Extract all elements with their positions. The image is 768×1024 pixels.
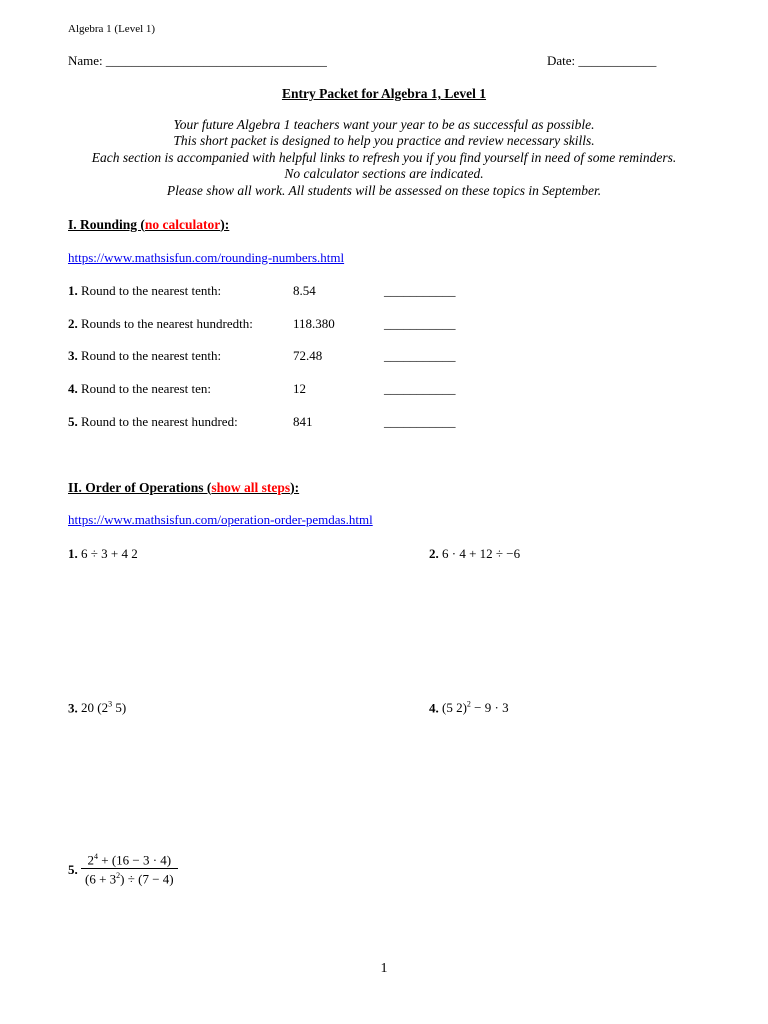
question-text: Round to the nearest hundred: <box>81 414 238 429</box>
intro-line: Please show all work. All students will be assessed on these topics in September. <box>166 182 602 198</box>
question-text: Round to the nearest ten: <box>81 381 211 396</box>
question-text: Round to the nearest tenth: <box>81 283 222 298</box>
exponent: 2 <box>466 700 471 709</box>
problem-5 <box>68 852 178 888</box>
show-steps-note: show all steps <box>211 480 291 495</box>
problem-1 <box>68 546 138 562</box>
rounding-question-3 <box>68 348 221 364</box>
name-label: Name: <box>68 53 103 68</box>
problem-2 <box>429 546 520 562</box>
exponent: 2 <box>116 871 121 881</box>
rounding-value-5: 841 <box>293 414 313 429</box>
problem-expression: 6 · 4 + 12 ÷ −6 <box>442 546 521 561</box>
section-heading-close: ): <box>220 217 230 232</box>
section-rounding-heading <box>68 217 229 233</box>
intro-line: Your future Algebra 1 teachers want your year to be as successful as possible. <box>173 117 595 132</box>
exponent: 4 <box>93 852 98 861</box>
rounding-value-1: 8.54 <box>293 283 316 298</box>
section-heading-text: I. Rounding ( <box>68 217 145 232</box>
problem-3 <box>68 700 126 716</box>
rounding-question-4 <box>68 381 211 397</box>
rounding-value-2: 118.380 <box>293 316 335 331</box>
intro-paragraph <box>0 117 768 199</box>
question-number: 3. <box>68 348 78 363</box>
answer-blank[interactable]: ___________ <box>384 283 456 298</box>
exponent: 3 <box>108 700 113 709</box>
rounding-value-3: 72.48 <box>293 348 323 363</box>
section-heading-close: ): <box>290 480 300 495</box>
problem-expression: 20 ($2^3$ 5) <box>81 700 127 716</box>
intro-line: This short packet is designed to help you practice and review necessary skills. <box>173 133 595 149</box>
answer-blank[interactable]: ___________ <box>384 414 456 429</box>
rounding-value-4: 12 <box>293 381 306 396</box>
problem-number: 3. <box>68 700 78 716</box>
problem-number: 2. <box>429 546 439 561</box>
page-number: 1 <box>380 961 388 976</box>
problem-number: 5. <box>68 861 78 877</box>
intro-line: Each section is accompanied with helpful links to refresh you if you find yourself in need of some reminders. <box>91 149 677 165</box>
problem-expression: 6 ÷ 3 + 4 2 <box>81 546 138 561</box>
fraction-denominator: $(6 + 3^2) \div (7 - 4)$ <box>81 868 178 887</box>
rounding-link[interactable]: https://www.mathsisfun.com/rounding-numbers.html <box>68 250 345 265</box>
answer-blank[interactable]: ___________ <box>384 381 456 396</box>
name-blank: __________________________________ <box>105 53 327 68</box>
name-field[interactable] <box>68 53 327 69</box>
intro-line: No calculator sections are indicated. <box>284 166 484 182</box>
problem-number: 1. <box>68 546 78 561</box>
question-number: 5. <box>68 414 78 429</box>
pemdas-link[interactable]: https://www.mathsisfun.com/operation-order-pemdas.html <box>68 512 373 527</box>
problem-fraction <box>81 852 178 888</box>
rounding-question-2 <box>68 316 253 332</box>
problem-expression: (5 2)$^2$ − 9 · 3 <box>442 700 509 716</box>
question-text: Rounds to the nearest hundredth: <box>81 316 253 331</box>
date-blank: ____________ <box>578 53 657 68</box>
question-number: 4. <box>68 381 78 396</box>
section-heading-text: II. Order of Operations ( <box>68 480 212 495</box>
question-text: Round to the nearest tenth: <box>81 348 222 363</box>
course-header: Algebra 1 (Level 1) <box>68 23 156 35</box>
date-label: Date: <box>547 53 576 68</box>
answer-blank[interactable]: ___________ <box>384 348 456 363</box>
problem-number: 4. <box>429 700 439 716</box>
answer-blank[interactable]: ___________ <box>384 316 456 331</box>
section-order-of-operations-heading <box>68 480 299 496</box>
date-field[interactable] <box>547 53 656 69</box>
fraction-numerator: $2^4 + (16 - 3 \cdot 4)$ <box>87 852 172 868</box>
question-number: 2. <box>68 316 78 331</box>
problem-4 <box>429 700 509 716</box>
question-number: 1. <box>68 283 78 298</box>
page-title: Entry Packet for Algebra 1, Level 1 <box>281 86 487 101</box>
no-calculator-note: no calculator <box>144 217 221 232</box>
rounding-question-5 <box>68 414 238 430</box>
rounding-question-1 <box>68 283 221 299</box>
